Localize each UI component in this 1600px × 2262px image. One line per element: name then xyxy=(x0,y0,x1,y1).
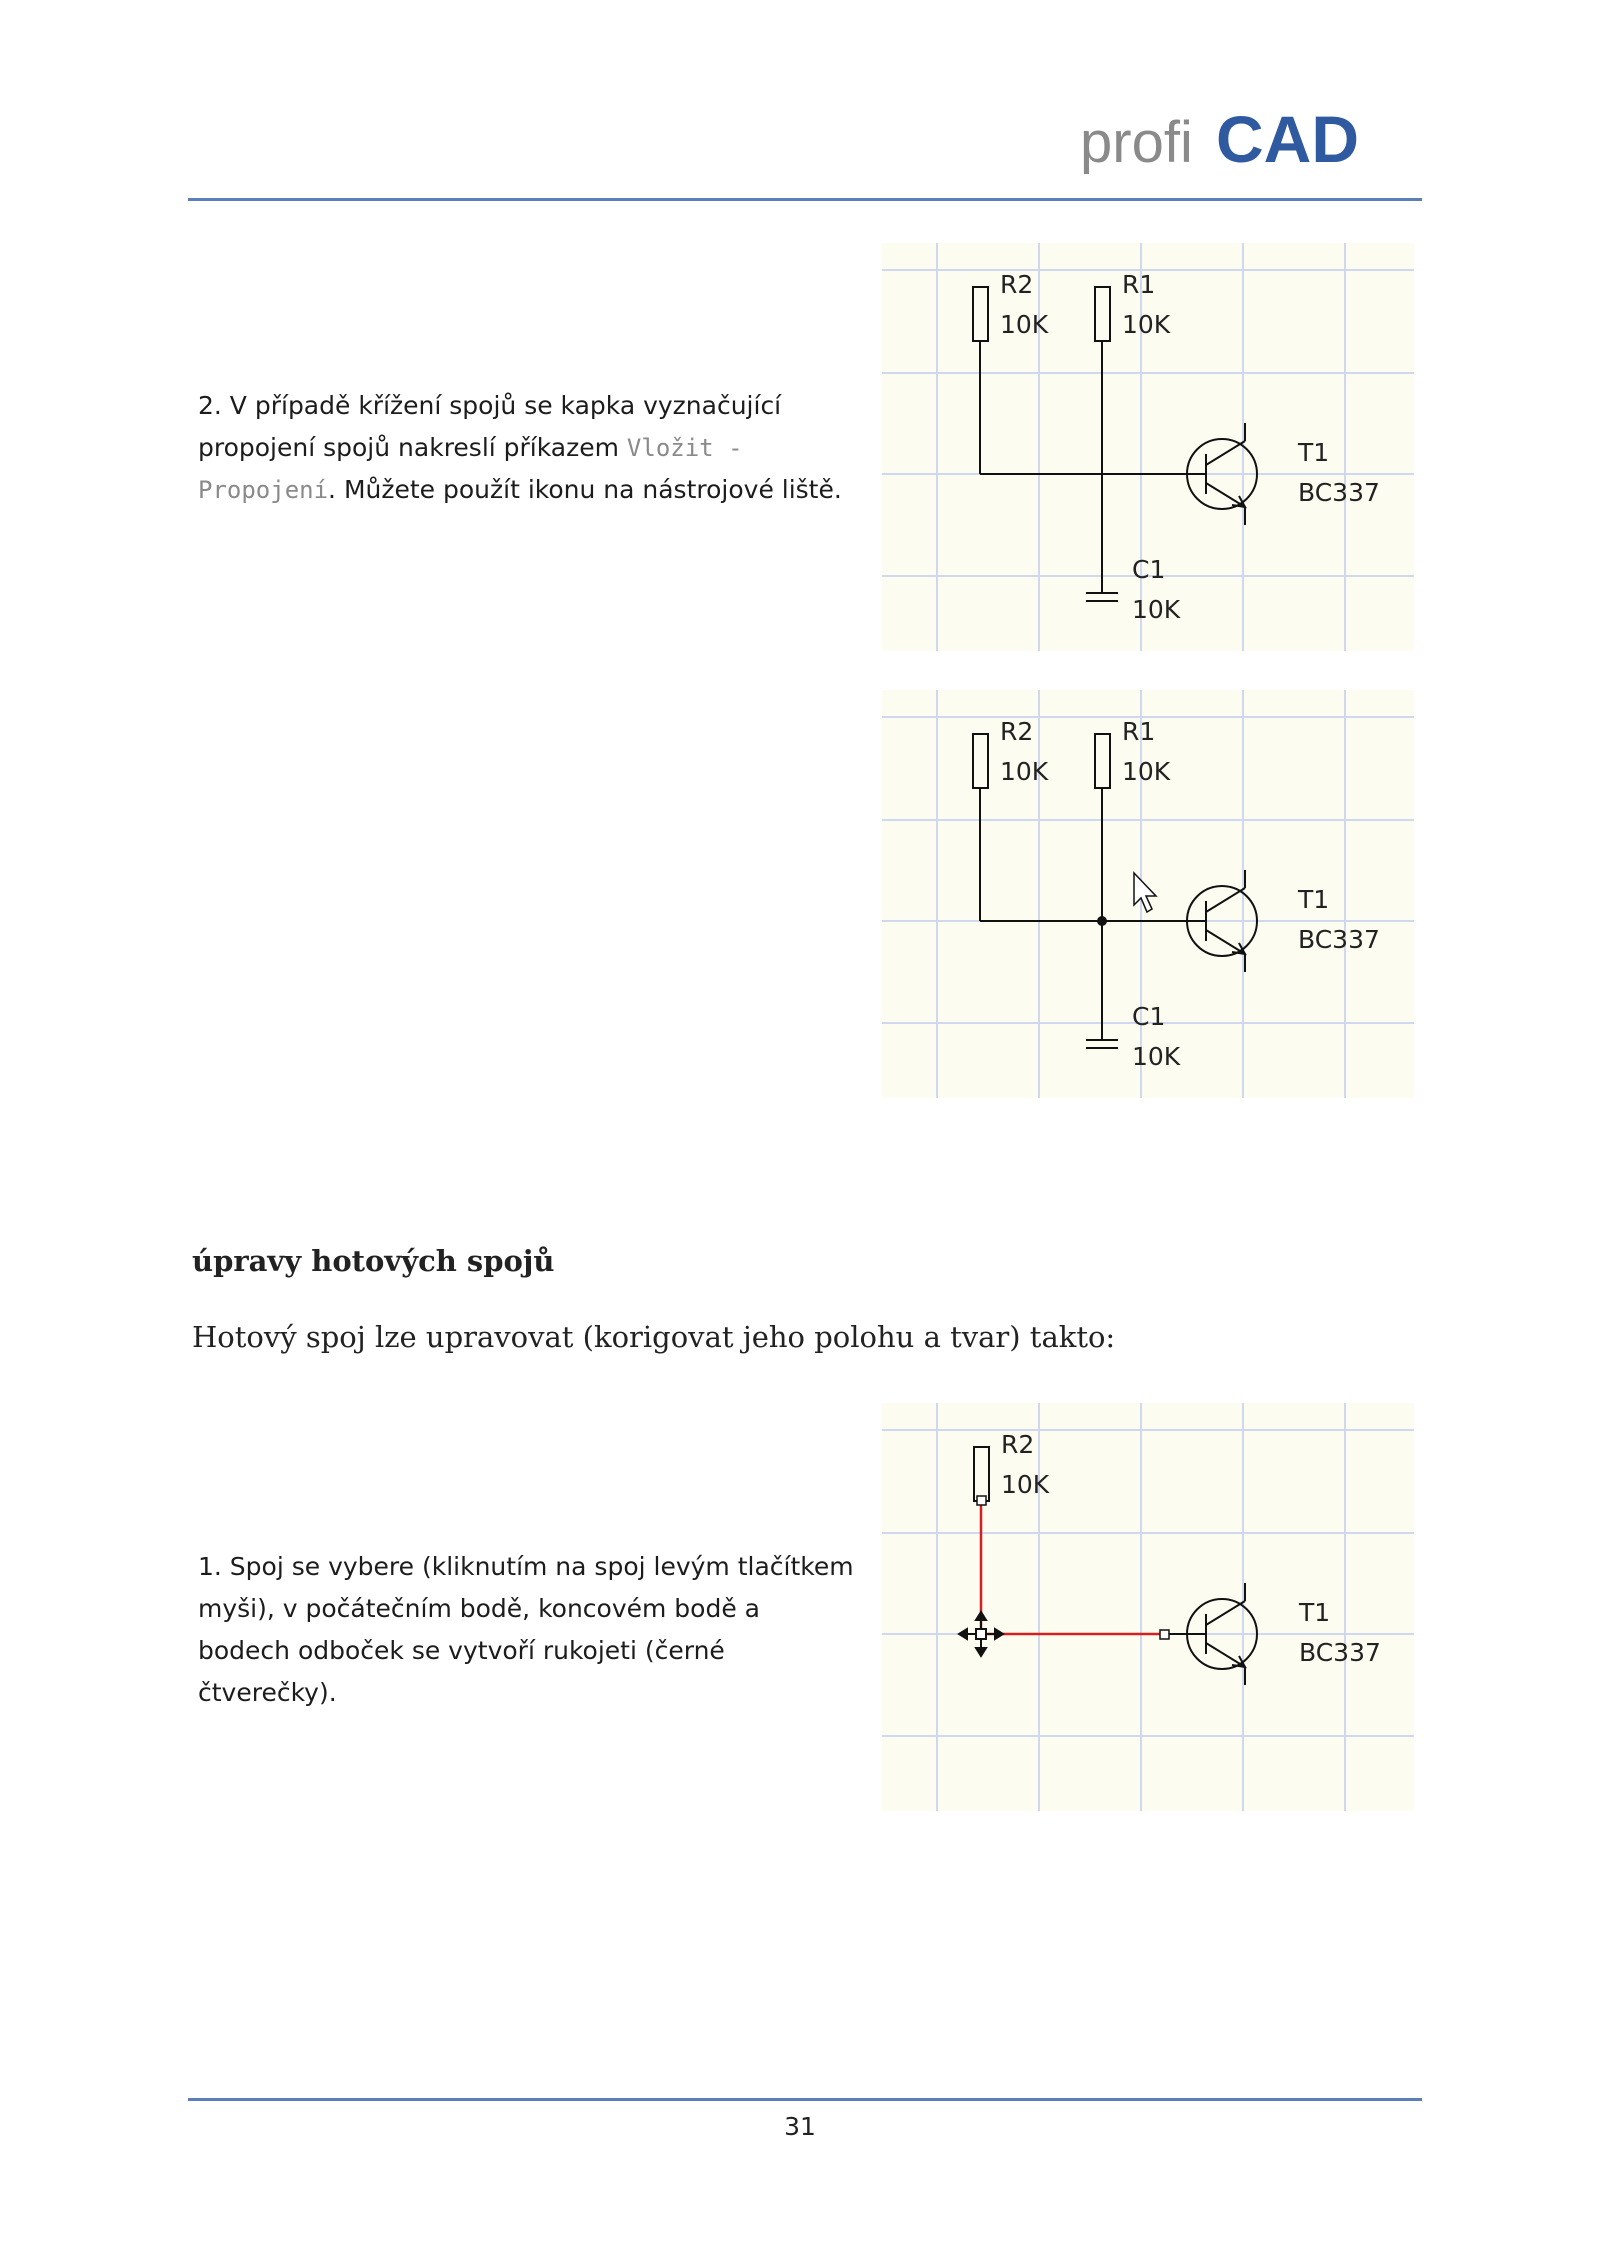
header-rule xyxy=(188,198,1422,201)
label-t1: T1 xyxy=(1298,438,1330,467)
label-r2-value: 10K xyxy=(1000,310,1049,339)
label-r2: R2 xyxy=(1001,1430,1035,1459)
label-r2: R2 xyxy=(1000,717,1034,746)
label-t1-type: BC337 xyxy=(1298,925,1380,954)
label-t1: T1 xyxy=(1299,1598,1331,1627)
label-r2: R2 xyxy=(1000,270,1034,299)
label-r1-value: 10K xyxy=(1122,757,1171,786)
proficad-logo xyxy=(1080,100,1420,190)
label-c1: C1 xyxy=(1132,1002,1166,1031)
label-r2-value: 10K xyxy=(1000,757,1049,786)
label-t1-type: BC337 xyxy=(1298,478,1380,507)
label-r1: R1 xyxy=(1122,270,1156,299)
section-heading: úpravy hotových spojů xyxy=(192,1244,555,1278)
section-intro: Hotový spoj lze upravovat (korigovat jeho polohu a tvar) takto: xyxy=(192,1320,1116,1354)
step2-text-after: . Můžete použít ikonu na nástrojové liště. xyxy=(328,475,842,504)
wire-handle-start[interactable] xyxy=(977,1496,986,1505)
label-c1: C1 xyxy=(1132,555,1166,584)
junction-dot xyxy=(1097,916,1107,926)
label-r1: R1 xyxy=(1122,717,1156,746)
page-number: 31 xyxy=(784,2112,816,2141)
step2-command: Vložit - Propojení xyxy=(198,434,743,504)
label-r1-value: 10K xyxy=(1122,310,1171,339)
wire-handle-end[interactable] xyxy=(1160,1630,1169,1639)
label-t1-type: BC337 xyxy=(1299,1638,1381,1667)
label-c1-value: 10K xyxy=(1132,595,1181,624)
step2-text-before: 2. V případě křížení spojů se kapka vyznačující propojení spojů nakreslí příkazem xyxy=(198,391,782,462)
label-r2-value: 10K xyxy=(1001,1470,1050,1499)
schematic-figure-junction xyxy=(882,690,1414,1098)
step2-paragraph xyxy=(198,385,888,511)
label-c1-value: 10K xyxy=(1132,1042,1181,1071)
schematic-figure-selected-wire xyxy=(882,1403,1414,1811)
schematic-figure-crossing xyxy=(882,243,1414,651)
step1-paragraph: 1. Spoj se vybere (kliknutím na spoj levým tlačítkem myši), v počátečním bodě, koncovém bodě a bodech odboček se vytvoří rukojeti (černé čtverečky). xyxy=(198,1552,854,1707)
footer-rule xyxy=(188,2098,1422,2101)
logo-suffix: CAD xyxy=(1216,102,1359,176)
logo-prefix: profi xyxy=(1080,110,1193,175)
label-t1: T1 xyxy=(1298,885,1330,914)
